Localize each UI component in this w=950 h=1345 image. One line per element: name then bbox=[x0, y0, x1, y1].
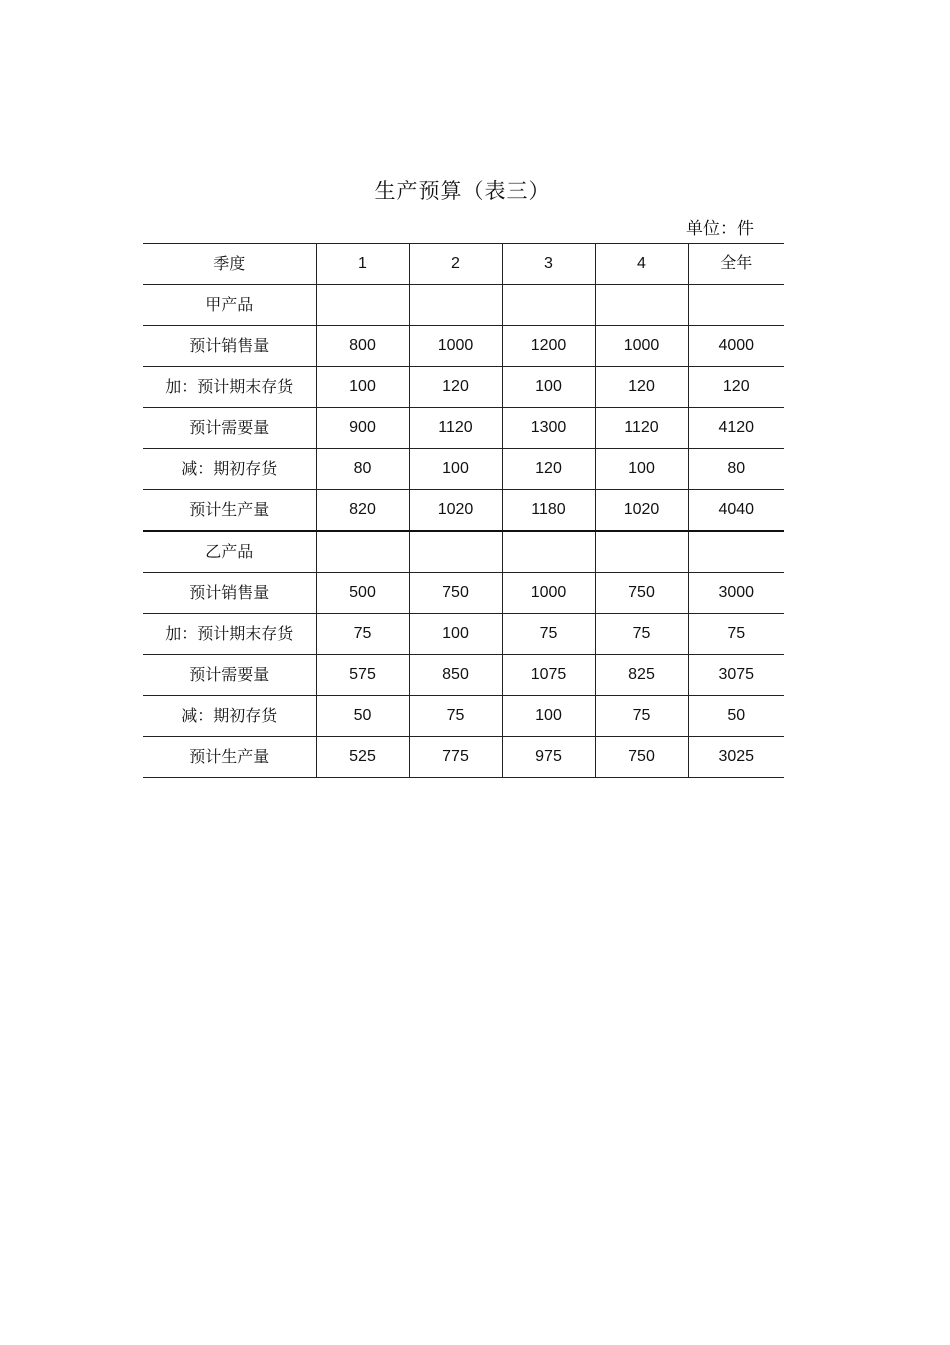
empty-cell bbox=[409, 285, 502, 326]
section-header-row bbox=[143, 285, 784, 326]
table-row bbox=[143, 408, 784, 449]
cell-q4: 75 bbox=[595, 614, 688, 655]
cell-q4: 750 bbox=[595, 737, 688, 778]
empty-cell bbox=[688, 531, 784, 573]
cell-q3: 100 bbox=[502, 367, 595, 408]
row-label: 预计销售量 bbox=[143, 326, 316, 367]
row-label: 加：预计期末存货 bbox=[143, 614, 316, 655]
cell-q3: 1300 bbox=[502, 408, 595, 449]
cell-q2: 1120 bbox=[409, 408, 502, 449]
cell-q4: 825 bbox=[595, 655, 688, 696]
cell-q3: 1180 bbox=[502, 490, 595, 532]
header-cell-q1: 1 bbox=[316, 244, 409, 285]
empty-cell bbox=[502, 285, 595, 326]
row-label: 预计生产量 bbox=[143, 490, 316, 532]
empty-cell bbox=[595, 531, 688, 573]
row-label: 减：期初存货 bbox=[143, 449, 316, 490]
cell-q4: 100 bbox=[595, 449, 688, 490]
cell-q2: 120 bbox=[409, 367, 502, 408]
header-cell-q4: 4 bbox=[595, 244, 688, 285]
cell-q2: 850 bbox=[409, 655, 502, 696]
cell-q1: 500 bbox=[316, 573, 409, 614]
page-title: 生产预算（表三） bbox=[374, 179, 551, 203]
empty-cell bbox=[409, 531, 502, 573]
empty-cell bbox=[316, 531, 409, 573]
table-row bbox=[143, 696, 784, 737]
table-row bbox=[143, 490, 784, 532]
header-cell-quarter: 季度 bbox=[143, 244, 316, 285]
table-row bbox=[143, 367, 784, 408]
cell-q4: 75 bbox=[595, 696, 688, 737]
empty-cell bbox=[688, 285, 784, 326]
header-cell-year: 全年 bbox=[688, 244, 784, 285]
cell-q1: 575 bbox=[316, 655, 409, 696]
cell-year: 4040 bbox=[688, 490, 784, 532]
empty-cell bbox=[316, 285, 409, 326]
cell-q1: 100 bbox=[316, 367, 409, 408]
cell-q3: 120 bbox=[502, 449, 595, 490]
section-title: 甲产品 bbox=[143, 285, 316, 326]
header-cell-q3: 3 bbox=[502, 244, 595, 285]
cell-year: 3000 bbox=[688, 573, 784, 614]
cell-q4: 1120 bbox=[595, 408, 688, 449]
table-body bbox=[143, 244, 784, 778]
cell-q1: 820 bbox=[316, 490, 409, 532]
table-row bbox=[143, 326, 784, 367]
cell-year: 80 bbox=[688, 449, 784, 490]
cell-q1: 75 bbox=[316, 614, 409, 655]
header-cell-q2: 2 bbox=[409, 244, 502, 285]
section-header-row bbox=[143, 531, 784, 573]
cell-q2: 750 bbox=[409, 573, 502, 614]
row-label: 预计生产量 bbox=[143, 737, 316, 778]
empty-cell bbox=[502, 531, 595, 573]
cell-year: 3075 bbox=[688, 655, 784, 696]
table-row bbox=[143, 614, 784, 655]
header-row bbox=[143, 244, 784, 285]
cell-year: 4120 bbox=[688, 408, 784, 449]
cell-q2: 100 bbox=[409, 614, 502, 655]
cell-q3: 100 bbox=[502, 696, 595, 737]
empty-cell bbox=[595, 285, 688, 326]
row-label: 预计销售量 bbox=[143, 573, 316, 614]
cell-q4: 120 bbox=[595, 367, 688, 408]
cell-q3: 1075 bbox=[502, 655, 595, 696]
cell-year: 3025 bbox=[688, 737, 784, 778]
cell-q1: 525 bbox=[316, 737, 409, 778]
cell-q3: 975 bbox=[502, 737, 595, 778]
row-label: 加：预计期末存货 bbox=[143, 367, 316, 408]
cell-q2: 1020 bbox=[409, 490, 502, 532]
cell-q4: 1020 bbox=[595, 490, 688, 532]
cell-year: 4000 bbox=[688, 326, 784, 367]
row-label: 预计需要量 bbox=[143, 408, 316, 449]
cell-q1: 800 bbox=[316, 326, 409, 367]
production-budget-table bbox=[143, 243, 784, 778]
cell-year: 75 bbox=[688, 614, 784, 655]
cell-q1: 50 bbox=[316, 696, 409, 737]
cell-q2: 1000 bbox=[409, 326, 502, 367]
unit-label: 单位：件 bbox=[686, 219, 754, 239]
section-title: 乙产品 bbox=[143, 531, 316, 573]
cell-q2: 75 bbox=[409, 696, 502, 737]
table-row bbox=[143, 737, 784, 778]
cell-q3: 1000 bbox=[502, 573, 595, 614]
table-row bbox=[143, 655, 784, 696]
cell-q1: 900 bbox=[316, 408, 409, 449]
cell-year: 120 bbox=[688, 367, 784, 408]
cell-q4: 750 bbox=[595, 573, 688, 614]
cell-q2: 775 bbox=[409, 737, 502, 778]
row-label: 减：期初存货 bbox=[143, 696, 316, 737]
row-label: 预计需要量 bbox=[143, 655, 316, 696]
cell-q4: 1000 bbox=[595, 326, 688, 367]
cell-q2: 100 bbox=[409, 449, 502, 490]
table-row bbox=[143, 449, 784, 490]
cell-q1: 80 bbox=[316, 449, 409, 490]
table-row bbox=[143, 573, 784, 614]
cell-year: 50 bbox=[688, 696, 784, 737]
cell-q3: 1200 bbox=[502, 326, 595, 367]
cell-q3: 75 bbox=[502, 614, 595, 655]
